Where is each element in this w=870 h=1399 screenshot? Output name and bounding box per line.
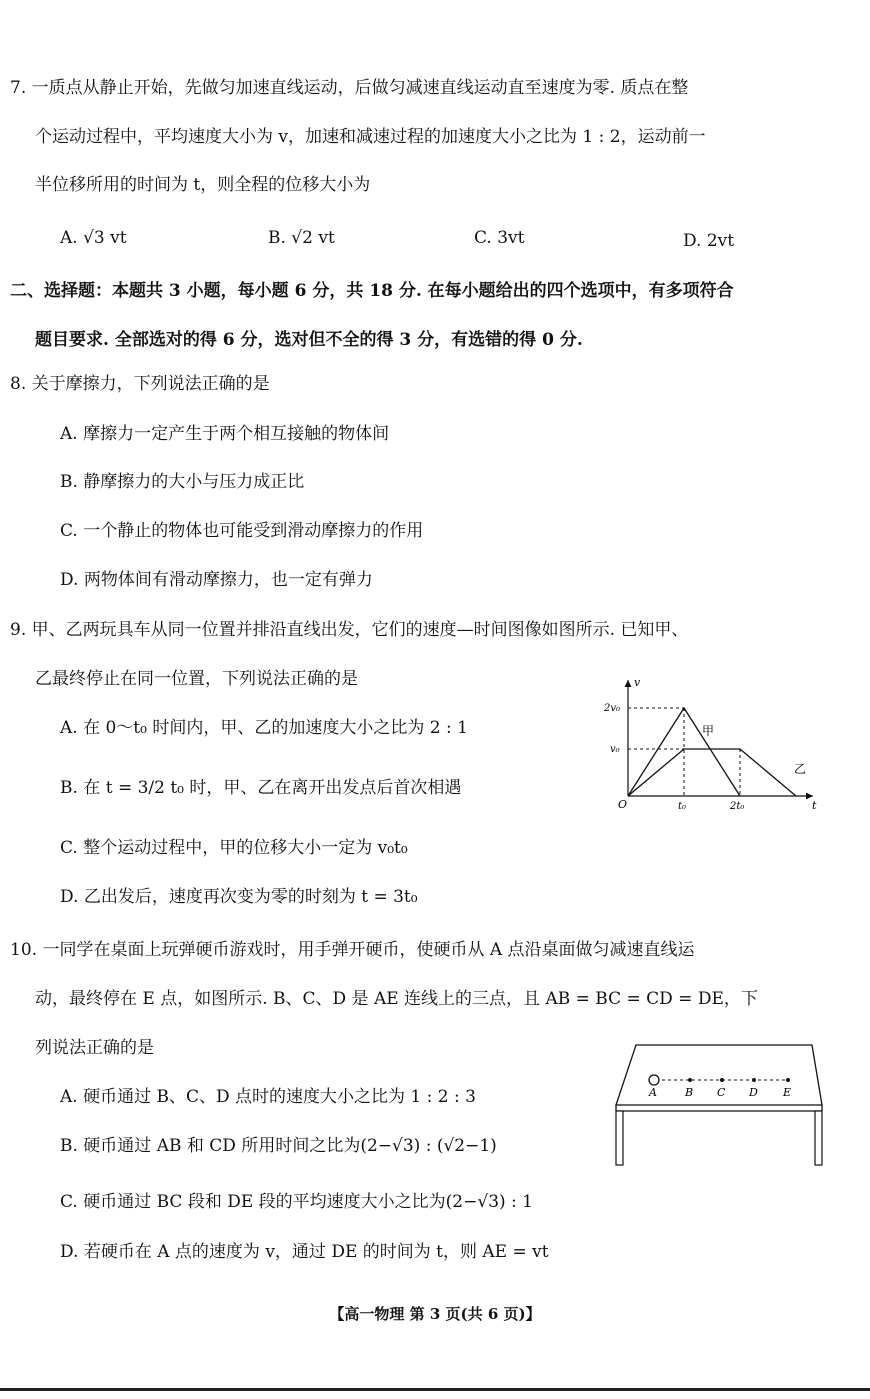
q7-line-1: 7. 一质点从静止开始，先做匀加速直线运动，后做匀减速直线运动直至速度为零. 质点在整: [10, 78, 689, 98]
q7-line-3: 半位移所用的时间为 t，则全程的位移大小为: [35, 175, 371, 195]
q10-option-a: A. 硬币通过 B、C、D 点时的速度大小之比为 1 : 2 : 3: [60, 1087, 476, 1107]
table-leg-left: [616, 1111, 623, 1165]
q9-line-1: 9. 甲、乙两玩具车从同一位置并排沿直线出发，它们的速度—时间图像如图所示. 已知甲、: [10, 620, 689, 640]
point-b-label: B: [685, 1086, 694, 1099]
graph-xtick-2t0: 2t₀: [730, 801, 745, 812]
graph-y-label: v: [634, 676, 641, 689]
q9-vt-graph: [598, 672, 828, 814]
point-e-label: E: [783, 1086, 792, 1099]
graph-x-label: t: [812, 799, 817, 812]
q10-table-diagram: [612, 1043, 834, 1167]
graph-series-jia-label: 甲: [702, 724, 715, 738]
graph-origin-label: O: [618, 798, 628, 811]
q8-stem: 8. 关于摩擦力，下列说法正确的是: [10, 374, 270, 394]
q7-option-a: A. √3 vt: [60, 228, 127, 248]
q8-option-d: D. 两物体间有滑动摩擦力，也一定有弹力: [60, 570, 373, 590]
q10-option-b: B. 硬币通过 AB 和 CD 所用时间之比为(2−√3) : (√2−1): [60, 1136, 497, 1156]
page-footer: 【高一物理 第 3 页(共 6 页)】: [329, 1305, 541, 1323]
point-d-label: D: [749, 1086, 758, 1099]
bottom-rule: [0, 1388, 870, 1391]
graph-ytick-v0: v₀: [610, 744, 620, 755]
q10-option-d: D. 若硬币在 A 点的速度为 v，通过 DE 的时间为 t，则 AE = vt: [60, 1242, 549, 1262]
graph-ytick-2v0: 2v₀: [604, 703, 621, 714]
q8-option-a: A. 摩擦力一定产生于两个相互接触的物体间: [60, 424, 390, 444]
q7-option-c: C. 3vt: [474, 228, 525, 248]
q8-option-b: B. 静摩擦力的大小与压力成正比: [60, 472, 305, 492]
point-a-label: A: [649, 1086, 657, 1099]
section2-line-2: 题目要求. 全部选对的得 6 分，选对但不全的得 3 分，有选错的得 0 分.: [35, 330, 583, 350]
coin-icon: [649, 1075, 659, 1085]
q10-line-2: 动，最终停在 E 点，如图所示. B、C、D 是 AE 连线上的三点，且 AB = BC = CD = DE，下: [35, 989, 758, 1009]
q10-option-c: C. 硬币通过 BC 段和 DE 段的平均速度大小之比为(2−√3) : 1: [60, 1192, 534, 1212]
q7-option-d: D. 2vt: [683, 231, 735, 251]
graph-series-yi-label: 乙: [794, 762, 807, 776]
q9-option-b: B. 在 t = 3/2 t₀ 时，甲、乙在离开出发点后首次相遇: [60, 778, 462, 798]
q10-line-1: 10. 一同学在桌面上玩弹硬币游戏时，用手弹开硬币，使硬币从 A 点沿桌面做匀减速直线运: [10, 940, 695, 960]
q7-line-2: 个运动过程中，平均速度大小为 v，加速和减速过程的加速度大小之比为 1 : 2，运动前一: [35, 127, 706, 147]
point-c-label: C: [717, 1086, 726, 1099]
graph-xtick-t0: t₀: [678, 801, 687, 812]
q10-line-3: 列说法正确的是: [35, 1038, 154, 1058]
q9-option-a: A. 在 0～t₀ 时间内，甲、乙的加速度大小之比为 2 : 1: [60, 718, 468, 738]
table-leg-right: [815, 1111, 822, 1165]
q9-option-c: C. 整个运动过程中，甲的位移大小一定为 v₀t₀: [60, 838, 408, 858]
q9-option-d: D. 乙出发后，速度再次变为零的时刻为 t = 3t₀: [60, 887, 418, 907]
q9-line-2: 乙最终停止在同一位置，下列说法正确的是: [35, 669, 358, 689]
section2-line-1: 二、选择题：本题共 3 小题，每小题 6 分，共 18 分. 在每小题给出的四个选项中，有多项符合: [10, 281, 734, 301]
q8-option-c: C. 一个静止的物体也可能受到滑动摩擦力的作用: [60, 521, 424, 541]
q7-option-b: B. √2 vt: [268, 228, 335, 248]
